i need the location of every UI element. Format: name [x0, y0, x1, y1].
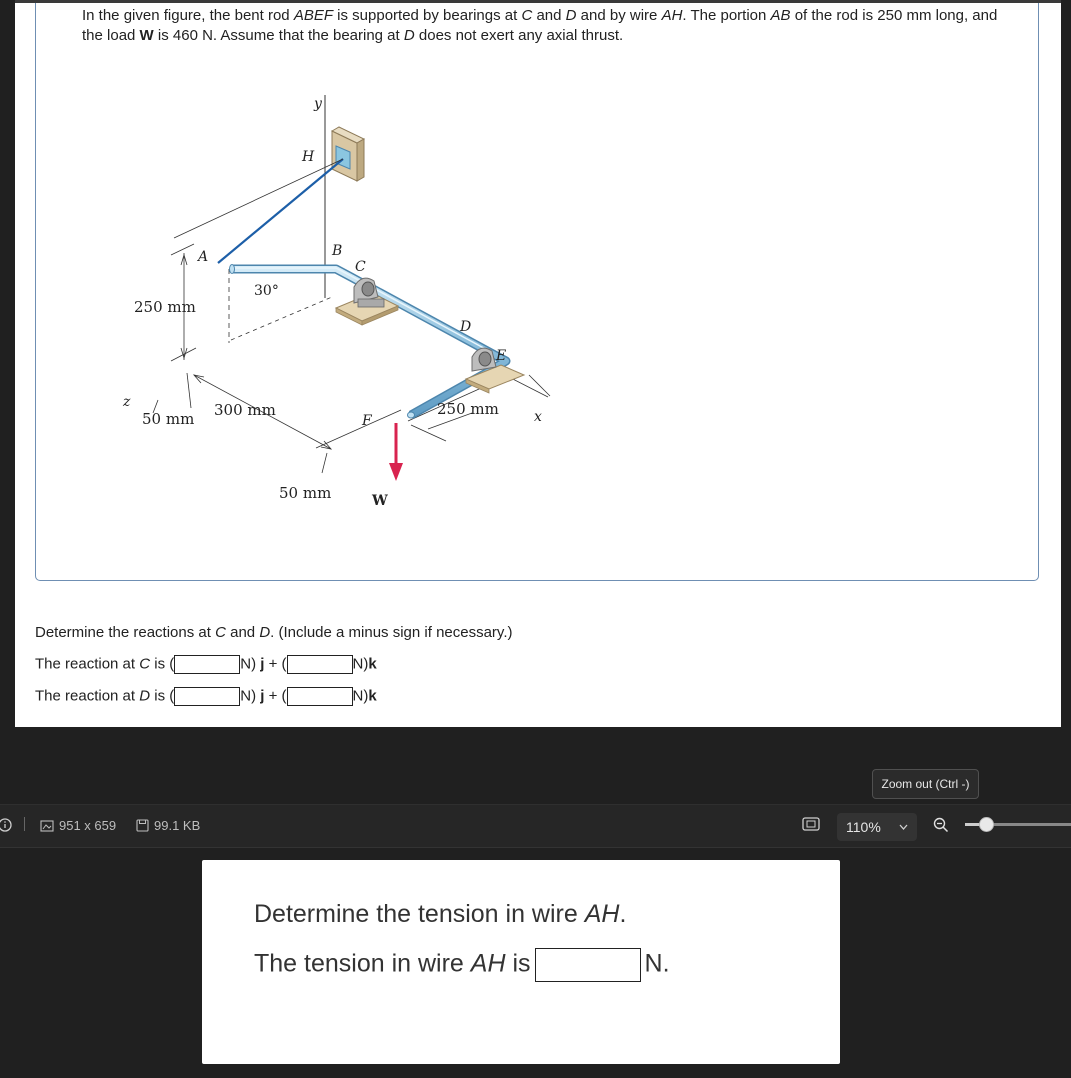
problem-intro: In the given figure, the bent rod ABEF is supported by bearings at C and D and by wire AH. The portion AB of the rod is 250 mm long, and the load W is 460 N. Assume that the bearing at D does not exert any axial thrust. [82, 7, 998, 44]
image-dimensions-icon [40, 820, 54, 832]
chevron-down-icon [899, 824, 908, 830]
tension-answer-label: The tension in wire AH is [254, 949, 531, 978]
dim-50-bottom: 50 mm [279, 484, 332, 502]
question-reactions: Determine the reactions at C and D. (Include a minus sign if necessary.) [35, 624, 513, 641]
fit-window-icon [802, 817, 820, 831]
bearing-c [336, 278, 398, 325]
reaction-d-j-input[interactable] [174, 687, 240, 706]
label-x: x [534, 409, 542, 425]
load-arrow-w [389, 423, 403, 481]
dimensions-info [40, 818, 116, 833]
zoom-level: 110% [846, 819, 881, 835]
reaction-c-j-input[interactable] [174, 655, 240, 674]
zoom-level-select[interactable] [837, 813, 917, 841]
label-w: W [372, 493, 388, 509]
reaction-d-j-unit: N) j + ( [240, 687, 287, 705]
filesize-info [136, 818, 200, 833]
fit-to-window-button[interactable] [802, 817, 820, 831]
dim-50-left: 50 mm [142, 410, 195, 428]
zoom-out-tooltip: Zoom out (Ctrl -) [872, 769, 979, 799]
tension-input[interactable] [535, 948, 641, 982]
info-button[interactable] [0, 818, 14, 832]
label-d: D [460, 319, 472, 335]
save-disk-icon [136, 819, 149, 832]
reaction-d-k-unit: N)k [352, 687, 377, 705]
zoom-out-button[interactable] [933, 817, 949, 833]
reaction-c-label: The reaction at C is ( [35, 655, 175, 673]
label-z: z [123, 394, 131, 410]
figure-box [35, 3, 1039, 581]
reaction-c-j-unit: N) j + ( [240, 655, 287, 673]
reaction-d-label: The reaction at D is ( [35, 687, 175, 705]
problem-panel [15, 0, 1061, 727]
wall-bracket [332, 127, 364, 181]
label-f: F [362, 413, 372, 429]
dim-300: 300 mm [214, 401, 276, 419]
label-angle: 30° [254, 283, 279, 299]
tension-question-panel [202, 860, 840, 1064]
label-c: C [355, 259, 366, 275]
tension-unit: N. [644, 949, 670, 978]
reaction-c-k-input[interactable] [287, 655, 353, 674]
image-dimensions: 951 x 659 [59, 818, 117, 833]
dim-250-right: 250 mm [437, 400, 499, 418]
reaction-d-row [35, 687, 377, 706]
zoom-out-icon [933, 817, 949, 833]
dim-250-vertical: 250 mm [134, 298, 196, 316]
wire-ah [218, 159, 343, 263]
reaction-d-k-input[interactable] [287, 687, 353, 706]
viewer-status-bar [0, 804, 1071, 848]
mechanics-figure [36, 3, 1040, 581]
label-b: B [332, 243, 343, 259]
reaction-c-k-unit: N)k [352, 655, 377, 673]
zoom-slider-handle[interactable] [979, 817, 994, 832]
label-h: H [302, 149, 315, 165]
tension-answer-row [254, 948, 670, 982]
reaction-c-row [35, 655, 377, 674]
label-e: E [496, 348, 507, 364]
h-to-a-ref-line [174, 159, 343, 238]
separator [24, 817, 25, 831]
file-size: 99.1 KB [154, 818, 201, 833]
label-a: A [198, 249, 209, 265]
info-icon [0, 818, 14, 832]
tension-question: Determine the tension in wire AH. [254, 900, 627, 928]
label-y: y [314, 96, 322, 112]
